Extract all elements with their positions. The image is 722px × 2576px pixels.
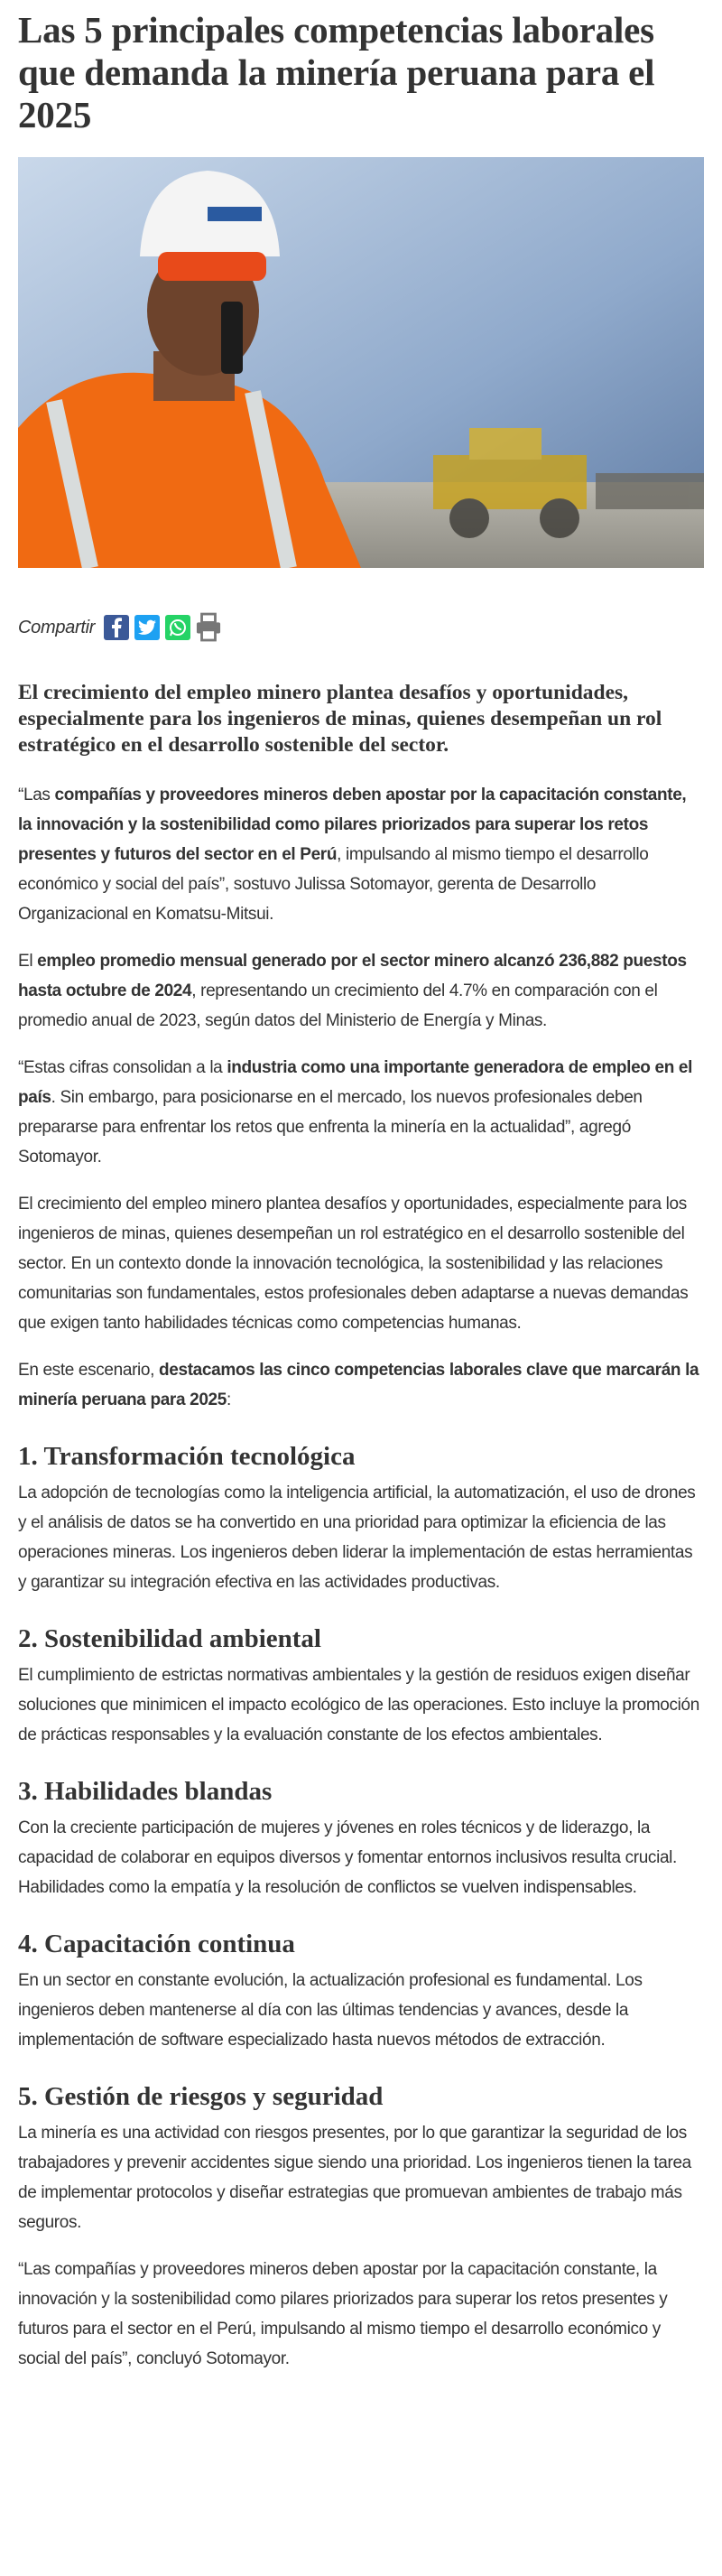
section-heading: 4. Capacitación continua	[18, 1930, 295, 1958]
body-paragraph	[18, 1189, 704, 1338]
print-icon[interactable]	[196, 615, 221, 640]
section-text: El cumplimiento de estrictas normativas ambientales y la gestión de residuos exigen diseñar soluciones que minimicen el impacto ecológico de las operaciones. Esto incluye la promoción de prácticas responsables y la evaluación constante de los efectos ambientales.	[18, 1666, 699, 1744]
text: :	[227, 1390, 231, 1409]
body-paragraph	[18, 946, 704, 1036]
section-heading: 1. Transformación tecnológica	[18, 1442, 356, 1471]
section-heading: 5. Gestión de riesgos y seguridad	[18, 2082, 384, 2111]
text: “Las	[18, 786, 55, 804]
article-title: Las 5 principales competencias laborales que demanda la minería peruana para el 2025	[18, 9, 655, 135]
whatsapp-icon[interactable]	[165, 615, 190, 640]
text: “Estas cifras consolidan a la	[18, 1058, 227, 1077]
section-text: La adopción de tecnologías como la inteligencia artificial, la automatización, el uso de drones y el análisis de datos se ha convertido en una prioridad para optimizar la eficiencia de las operaciones mineras. Los ingenieros deben liderar la implementación de estas herramientas y garantizar su integración efectiva en las actividades productivas.	[18, 1483, 696, 1592]
body-paragraph	[18, 1355, 704, 1415]
body-paragraph	[18, 780, 704, 929]
article-lead: El crecimiento del empleo minero plantea desafíos y oportunidades, especialmente para los ingenieros de minas, quienes desempeñan un rol estratégico en el desarrollo sostenible del sector.	[18, 681, 662, 757]
share-label: Compartir	[18, 617, 96, 637]
section-text: La minería es una actividad con riesgos presentes, por lo que garantizar la seguridad de los trabajadores y prevenir accidentes sigue siendo una prioridad. Los ingenieros tienen la tarea de implementar protocolos y diseñar estrategias que promuevan ambientes de trabajo más seguros.	[18, 2124, 691, 2232]
body-paragraph	[18, 1053, 704, 1172]
closing-quote: “Las compañías y proveedores mineros deben apostar por la capacitación constante, la innovación y la sostenibilidad como pilares priorizados para superar los retos presentes y futuros para el sector en el Perú, impulsando al mismo tiempo el desarrollo económico y social del país”, concluyó Sotomayor.	[18, 2260, 668, 2368]
twitter-icon[interactable]	[134, 615, 160, 640]
bold-text: industria como una importante generadora de empleo en el país	[18, 1058, 693, 1107]
share-bar	[18, 609, 704, 646]
text: , representando un crecimiento del 4.7% en comparación con el promedio anual de 2023, según datos del Ministerio de Energía y Minas.	[18, 981, 658, 1030]
text: , impulsando al mismo tiempo el desarrollo económico y social del país”, sostuvo Julissa Sotomayor, gerenta de Desarrollo Organizacional en Komatsu-Mitsui.	[18, 845, 649, 924]
intro-paragraphs	[18, 780, 704, 1415]
text: . Sin embargo, para posicionarse en el mercado, los nuevos profesionales deben prepararse para enfrentar los retos que enfrenta la minería en la actualidad”, agregó Sotomayor.	[18, 1088, 643, 1167]
text: El	[18, 952, 38, 971]
section-heading: 3. Habilidades blandas	[18, 1777, 273, 1806]
section-text: Con la creciente participación de mujeres y jóvenes en roles técnicos y de liderazgo, la capacidad de colaborar en equipos diversos y fomentar entornos inclusivos resulta crucial. Habilidades como la empatía y la resolución de conflictos se vuelven indispensables.	[18, 1818, 677, 1897]
facebook-icon[interactable]	[104, 615, 129, 640]
hero-image-miner	[18, 157, 704, 568]
competency-sections	[18, 1440, 704, 2237]
text: En este escenario,	[18, 1361, 160, 1380]
bold-text: destacamos las cinco competencias laborales clave que marcarán la minería peruana para 2025	[18, 1361, 699, 1409]
bold-text: compañías y proveedores mineros deben apostar por la capacitación constante, la innovación y la sostenibilidad como pilares priorizados para superar los retos presentes y futuros del sector en el Perú	[18, 786, 687, 864]
text: El crecimiento del empleo minero plantea desafíos y oportunidades, especialmente para los ingenieros de minas, quienes desempeñan un rol estratégico en el desarrollo sostenible del sector. En un contexto donde la innovación tecnológica, la sostenibilidad y las relaciones comunitarias son fundamentales, estos profesionales deben adaptarse a nuevas demandas que exigen tanto habilidades técnicas como competencias humanas.	[18, 1195, 689, 1333]
bold-text: empleo promedio mensual generado por el sector minero alcanzó 236,882 puestos hasta octubre de 2024	[18, 952, 687, 1000]
section-text: En un sector en constante evolución, la actualización profesional es fundamental. Los ingenieros deben mantenerse al día con las últimas tendencias y avances, desde la implementación de software especializado hasta nuevos métodos de extracción.	[18, 1971, 643, 2050]
section-heading: 2. Sostenibilidad ambiental	[18, 1624, 321, 1653]
